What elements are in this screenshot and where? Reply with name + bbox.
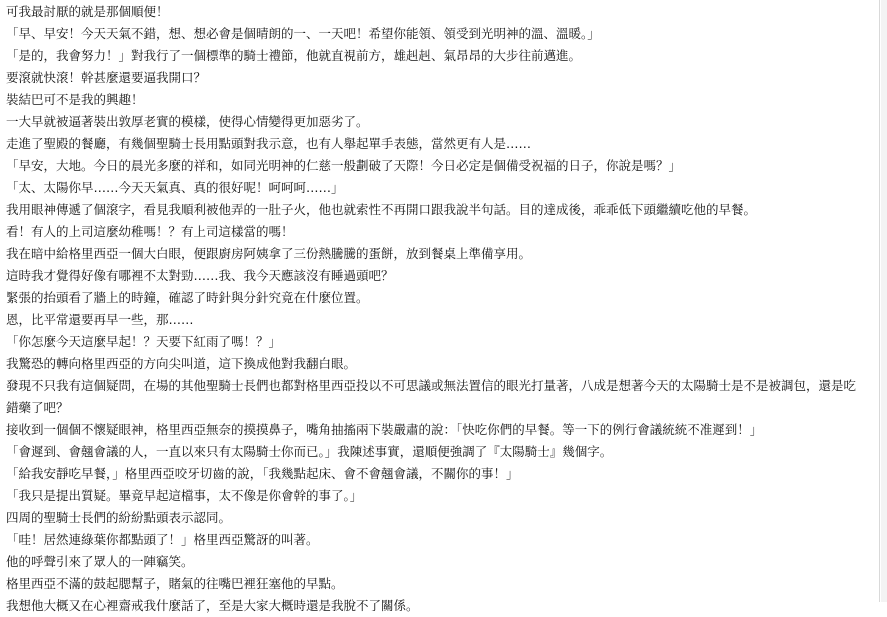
paragraph: 「我只是提出質疑。畢竟早起這檔事，太不像是你會幹的事了。」 xyxy=(6,488,363,503)
paragraph: 「太、太陽你早……今天天氣真、真的很好呢！呵呵呵……」 xyxy=(6,180,344,195)
paragraph: 看！有人的上司這麼幼稚嗎！？有上司這樣當的嗎！ xyxy=(6,224,294,239)
paragraph: 我用眼神傳遞了個滾字，看見我順利被他弄的一肚子火，他也就索性不再開口跟我說半句話。目的達成後，乖乖低下頭繼續吃他的早餐。 xyxy=(6,202,757,217)
paragraph: 我想他大概又在心裡齋戒我什麼話了，至是大家大概時還是我脫不了關係。 xyxy=(6,598,419,613)
paragraph: 我驚恐的轉向格里西亞的方向尖叫道，這下換成他對我翻白眼。 xyxy=(6,356,357,371)
paragraph: 可我最討厭的就是那個順便！ xyxy=(6,4,169,19)
paragraph: 四周的聖騎士長們的紛紛點頭表示認同。 xyxy=(6,510,232,525)
paragraph: 「給我安靜吃早餐，」格里西亞咬牙切齒的說，「我幾點起床、會不會翹會議，不關你的事！」 xyxy=(6,466,519,481)
paragraph: 發現不只我有這個疑問，在場的其他聖騎士長們也都對格里西亞投以不可思議或無法置信的眼光打量著，八成是想著今天的太陽騎士是不是被調包，還是吃錯藥了吧？ xyxy=(6,378,857,415)
paragraph: 「會遲到、會翹會議的人，一直以來只有太陽騎士你而已。」我陳述事實，還順便強調了『太陽騎士』幾個字。 xyxy=(6,444,613,459)
paragraph: 緊張的抬頭看了牆上的時鐘，確認了時針與分針究竟在什麼位置。 xyxy=(6,290,369,305)
paragraph: 要滾就快滾！幹甚麼還要逼我開口？ xyxy=(6,70,207,85)
paragraph: 「是的，我會努力！」對我行了一個標準的騎士禮節，他就直視前方，雄赳赳、氣昂昂的大步往前邁進。 xyxy=(6,48,582,63)
paragraph: 這時我才覺得好像有哪裡不太對勁……我、我今天應該沒有睡過頭吧？ xyxy=(6,268,394,283)
paragraph: 恩，比平常還要再早一些，那…… xyxy=(6,312,194,327)
paragraph: 「早安，大地。今日的晨光多麼的祥和，如同光明神的仁慈一般劃破了天際！今日必定是個備受祝福的日子，你說是嗎？」 xyxy=(6,158,682,173)
paragraph: 我在暗中給格里西亞一個大白眼，便跟廚房阿姨拿了三份熱騰騰的蛋餅，放到餐桌上準備享用。 xyxy=(6,246,532,261)
paragraph: 「早、早安！今天天氣不錯，想、想必會是個晴朗的一、一天吧！希望你能領、領受到光明神的溫、溫暖。」 xyxy=(6,26,600,41)
paragraph: 走進了聖殿的餐廳，有幾個聖騎士長用點頭對我示意，也有人舉起單手表態，當然更有人是…… xyxy=(6,136,532,151)
paragraph: 一大早就被逼著裝出敦厚老實的模樣，使得心情變得更加惡劣了。 xyxy=(6,114,369,129)
paragraph: 裝結巴可不是我的興趣！ xyxy=(6,92,144,107)
paragraph: 「哇！居然連綠葉你都點頭了！」格里西亞驚訝的叫著。 xyxy=(6,532,319,547)
paragraph: 「你怎麼今天這麼早起！？天要下紅雨了嗎！？」 xyxy=(6,334,282,349)
paragraph: 他的呼聲引來了眾人的一陣竊笑。 xyxy=(6,554,194,569)
paragraph: 接收到一個個不懷疑眼神，格里西亞無奈的摸摸鼻子，嘴角抽搐兩下裝嚴肅的說：「快吃你們的早餐。等一下的例行會議統統不准遲到！」 xyxy=(6,422,763,437)
scrollbar-edge[interactable] xyxy=(881,0,887,602)
paragraph: 格里西亞不滿的鼓起腮幫子，賭氣的往嘴巴裡狂塞他的早點。 xyxy=(6,576,344,591)
